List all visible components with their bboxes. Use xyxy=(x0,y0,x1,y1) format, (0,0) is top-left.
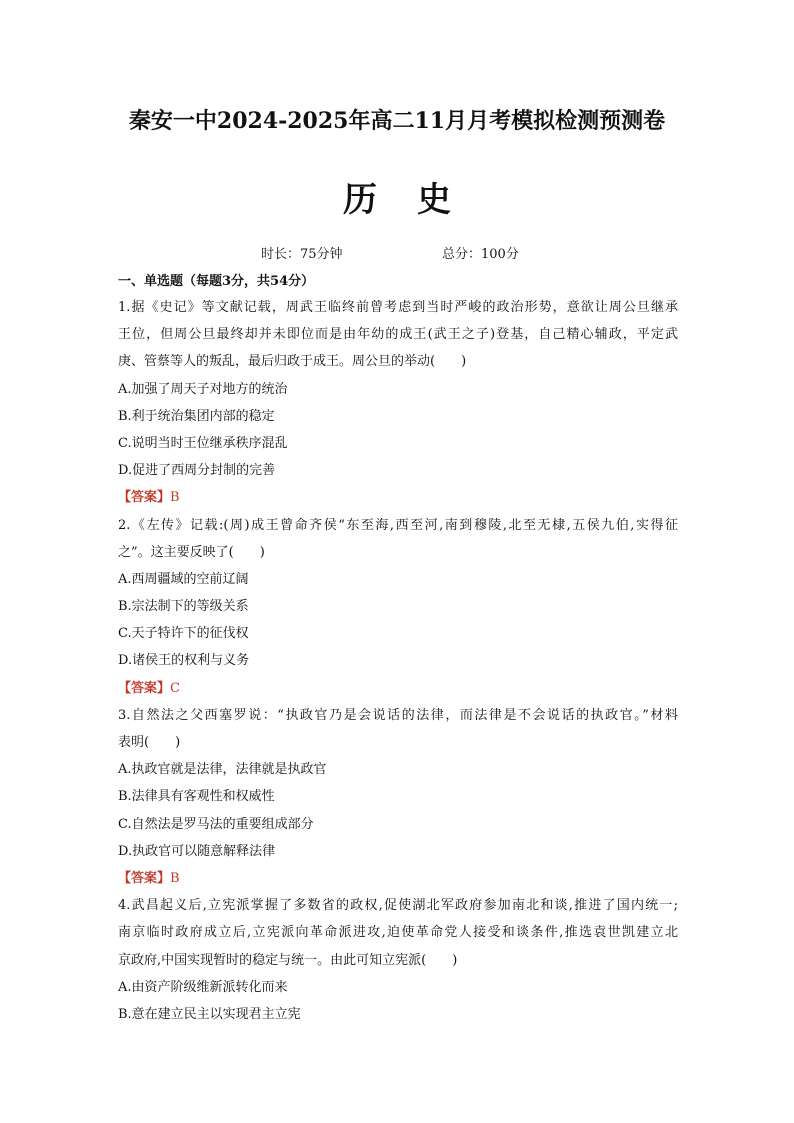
question-stem-line: 之”。这主要反映了( ) xyxy=(118,544,265,560)
answer-value: B xyxy=(170,870,180,886)
option-a: A.执政官就是法律，法律就是执政官 xyxy=(118,762,327,778)
question-stem-line: 王位，但周公旦最终却并未即位而是由年幼的成王(武王之子)登基，自己精心辅政，平定武 xyxy=(118,327,678,343)
answer-label: 【答案】 xyxy=(118,870,171,886)
question xyxy=(118,512,678,702)
option-d: D.诸侯王的权利与义务 xyxy=(118,653,250,669)
question xyxy=(118,294,678,512)
section-heading: 一、单选题（每题3分，共54分） xyxy=(118,274,315,289)
answer-value: B xyxy=(170,490,180,506)
option-c: C.说明当时王位继承秩序混乱 xyxy=(118,435,288,451)
option-d: D.执政官可以随意解释法律 xyxy=(118,843,276,859)
answer-line xyxy=(118,865,678,892)
exam-total-score: 总分：100分 xyxy=(442,247,519,262)
answer-value: C xyxy=(170,680,180,696)
option-a: A.加强了周天子对地方的统治 xyxy=(118,381,288,397)
option-c: C.天子特许下的征伐权 xyxy=(118,626,249,642)
option-a: A.由资产阶级维新派转化而来 xyxy=(118,979,288,995)
option-b: B.意在建立民主以实现君主立宪 xyxy=(118,1006,301,1022)
option-b: B.法律具有客观性和权威性 xyxy=(118,789,275,805)
question-stem-line: 3.自然法之父西塞罗说：“执政官乃是会说话的法律，而法律是不会说话的执政官。”材料 xyxy=(118,707,678,723)
subject-heading: 历史 xyxy=(343,180,491,220)
option-c: C.自然法是罗马法的重要组成部分 xyxy=(118,816,314,832)
question xyxy=(118,892,678,1028)
question-stem-line: 庚、管蔡等人的叛乱，最后归政于成王。周公旦的举动( ) xyxy=(118,354,467,370)
answer-label: 【答案】 xyxy=(118,490,171,506)
exam-duration: 时长：75分钟 xyxy=(261,247,343,262)
question xyxy=(118,702,678,892)
option-b: B.宗法制下的等级关系 xyxy=(118,599,249,615)
answer-label: 【答案】 xyxy=(118,680,171,696)
option-d: D.促进了西周分封制的完善 xyxy=(118,463,276,479)
answer-line xyxy=(118,675,678,702)
question-stem-line: 京政府,中国实现暂时的稳定与统一。由此可知立宪派( ) xyxy=(118,952,458,968)
option-b: B.利于统治集团内部的稳定 xyxy=(118,408,275,424)
question-stem-line: 2.《左传》记载:(周)成王曾命齐侯“东至海,西至河,南到穆陵,北至无棣,五侯九伯,实得征 xyxy=(118,517,678,533)
question-stem-line: 表明( ) xyxy=(118,735,181,750)
option-a: A.西周疆域的空前辽阔 xyxy=(118,571,249,587)
question-stem-line: 4.武昌起义后,立宪派掌握了多数省的政权,促使湖北军政府参加南北和谈,推进了国内统一; xyxy=(118,898,678,914)
exam-title: 秦安一中2024-2025年高二11月月考模拟检测预测卷 xyxy=(128,108,666,134)
answer-line xyxy=(118,484,678,511)
question-stem-line: 1.据《史记》等文献记载，周武王临终前曾考虑到当时严峻的政治形势，意欲让周公旦继承 xyxy=(118,300,678,315)
question-list xyxy=(118,270,678,1028)
question-stem-line: 南京临时政府成立后,立宪派向革命派进攻,迫使革命党人接受和谈条件,推选袁世凯建立北 xyxy=(118,925,678,941)
